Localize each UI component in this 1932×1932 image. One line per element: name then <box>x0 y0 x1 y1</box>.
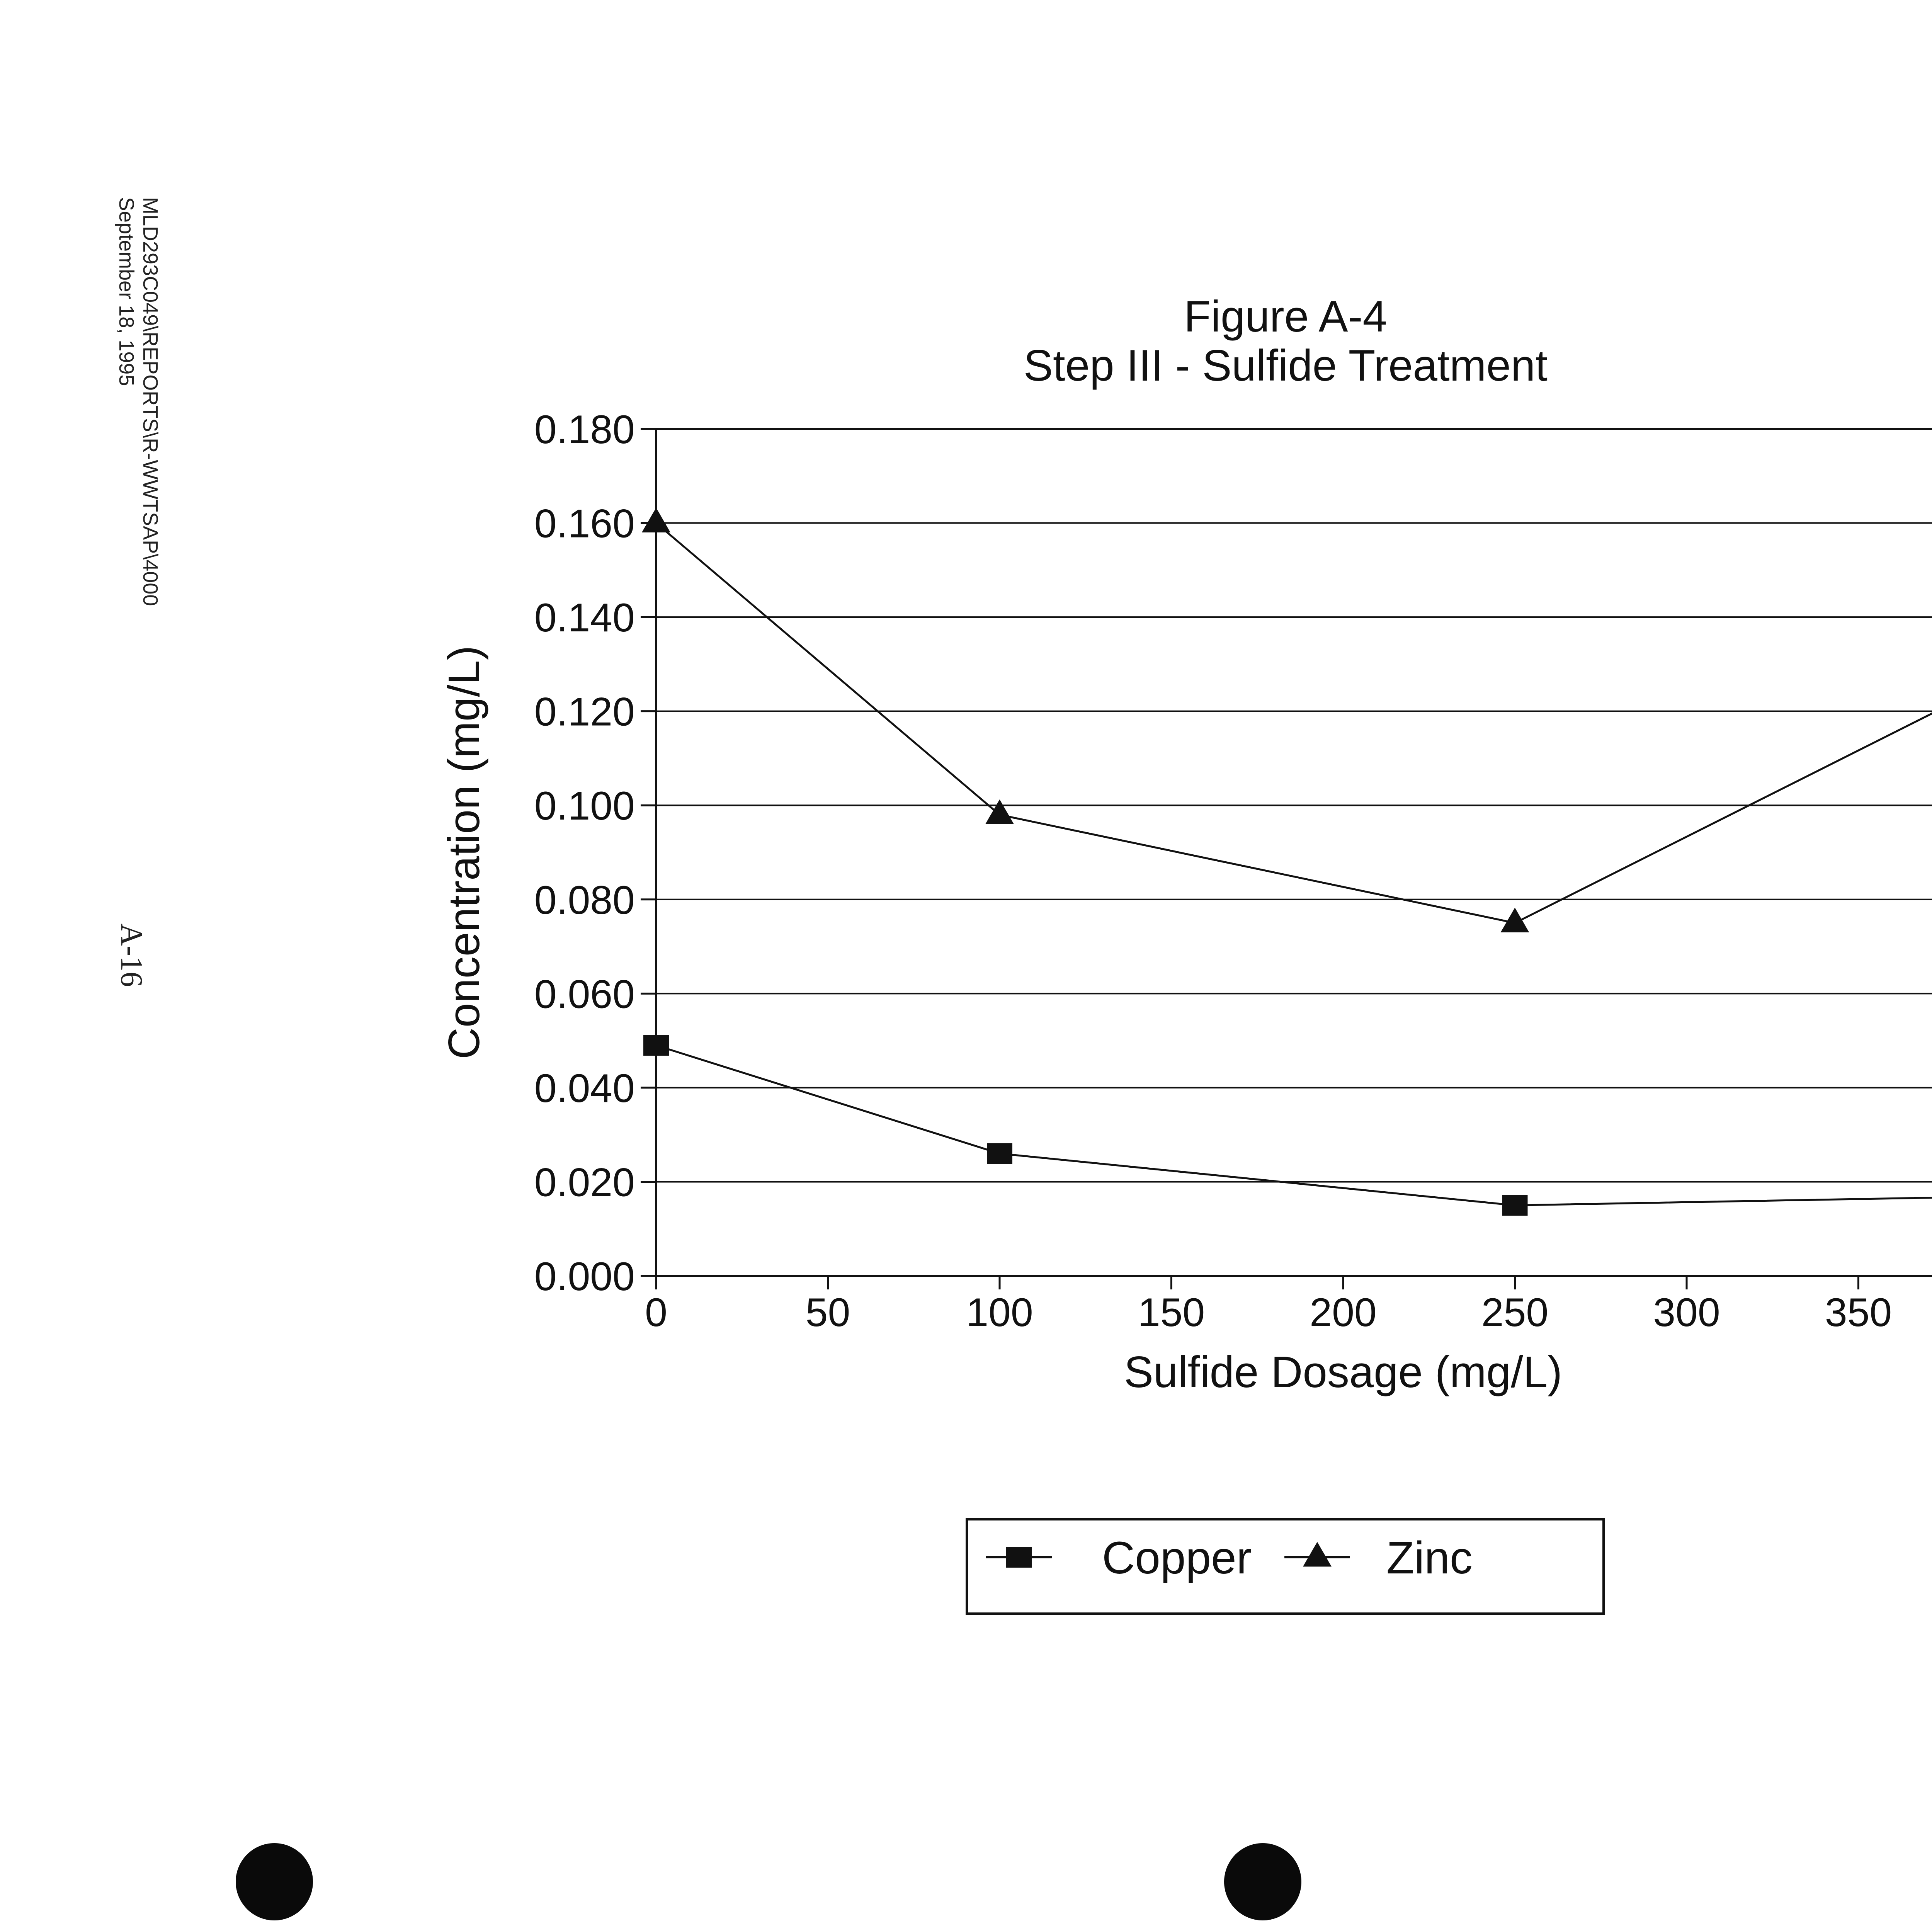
x-tick-label: 100 <box>966 1290 1033 1335</box>
x-axis-ticks <box>645 1276 1932 1335</box>
binder-hole-center <box>1224 1843 1301 1920</box>
y-tick-label: 0.120 <box>534 689 635 735</box>
x-tick-label: 300 <box>1653 1290 1720 1335</box>
legend-copper-marker <box>1006 1547 1032 1568</box>
chart-subtitle: Step III - Sulfide Treatment <box>1024 341 1548 390</box>
copper-point <box>643 1035 669 1056</box>
x-tick-label: 150 <box>1138 1290 1205 1335</box>
y-tick-label: 0.040 <box>534 1066 635 1111</box>
x-tick-label: 350 <box>1825 1290 1892 1335</box>
x-axis-label: Sulfide Dosage (mg/L) <box>1124 1348 1563 1397</box>
page-number: A-16 <box>114 923 148 987</box>
x-tick-label: 200 <box>1310 1290 1377 1335</box>
legend-box <box>967 1519 1604 1614</box>
document-path: MLD293C049\REPORTS\R-WWTSAP\4000 <box>139 197 162 606</box>
zinc-line <box>656 523 1932 923</box>
y-tick-label: 0.020 <box>534 1160 635 1205</box>
zinc-point <box>642 508 670 532</box>
y-tick-label: 0.180 <box>534 407 635 452</box>
legend-copper-label: Copper <box>1102 1532 1252 1583</box>
x-tick-label: 50 <box>805 1290 850 1335</box>
y-tick-label: 0.000 <box>534 1254 635 1299</box>
y-axis-ticks <box>534 407 656 1299</box>
document-date: September 18, 1995 <box>115 197 138 386</box>
copper-point <box>987 1143 1012 1164</box>
series <box>642 508 1932 1216</box>
x-tick-label: 250 <box>1481 1290 1549 1335</box>
gridlines <box>656 429 1932 1276</box>
binder-hole-left <box>236 1843 313 1920</box>
y-tick-label: 0.060 <box>534 972 635 1017</box>
y-tick-label: 0.100 <box>534 784 635 829</box>
zinc-point <box>985 799 1014 824</box>
legend-zinc-label: Zinc <box>1386 1532 1473 1583</box>
legend <box>967 1519 1604 1614</box>
chart-title: Figure A-4 <box>1184 292 1387 341</box>
y-tick-label: 0.140 <box>534 595 635 641</box>
y-tick-label: 0.160 <box>534 501 635 546</box>
copper-point <box>1502 1195 1528 1216</box>
x-tick-label: 0 <box>645 1290 667 1335</box>
y-axis-label: Concentration (mg/L) <box>440 645 489 1060</box>
y-tick-label: 0.080 <box>534 878 635 923</box>
plot-frame <box>656 429 1932 1276</box>
